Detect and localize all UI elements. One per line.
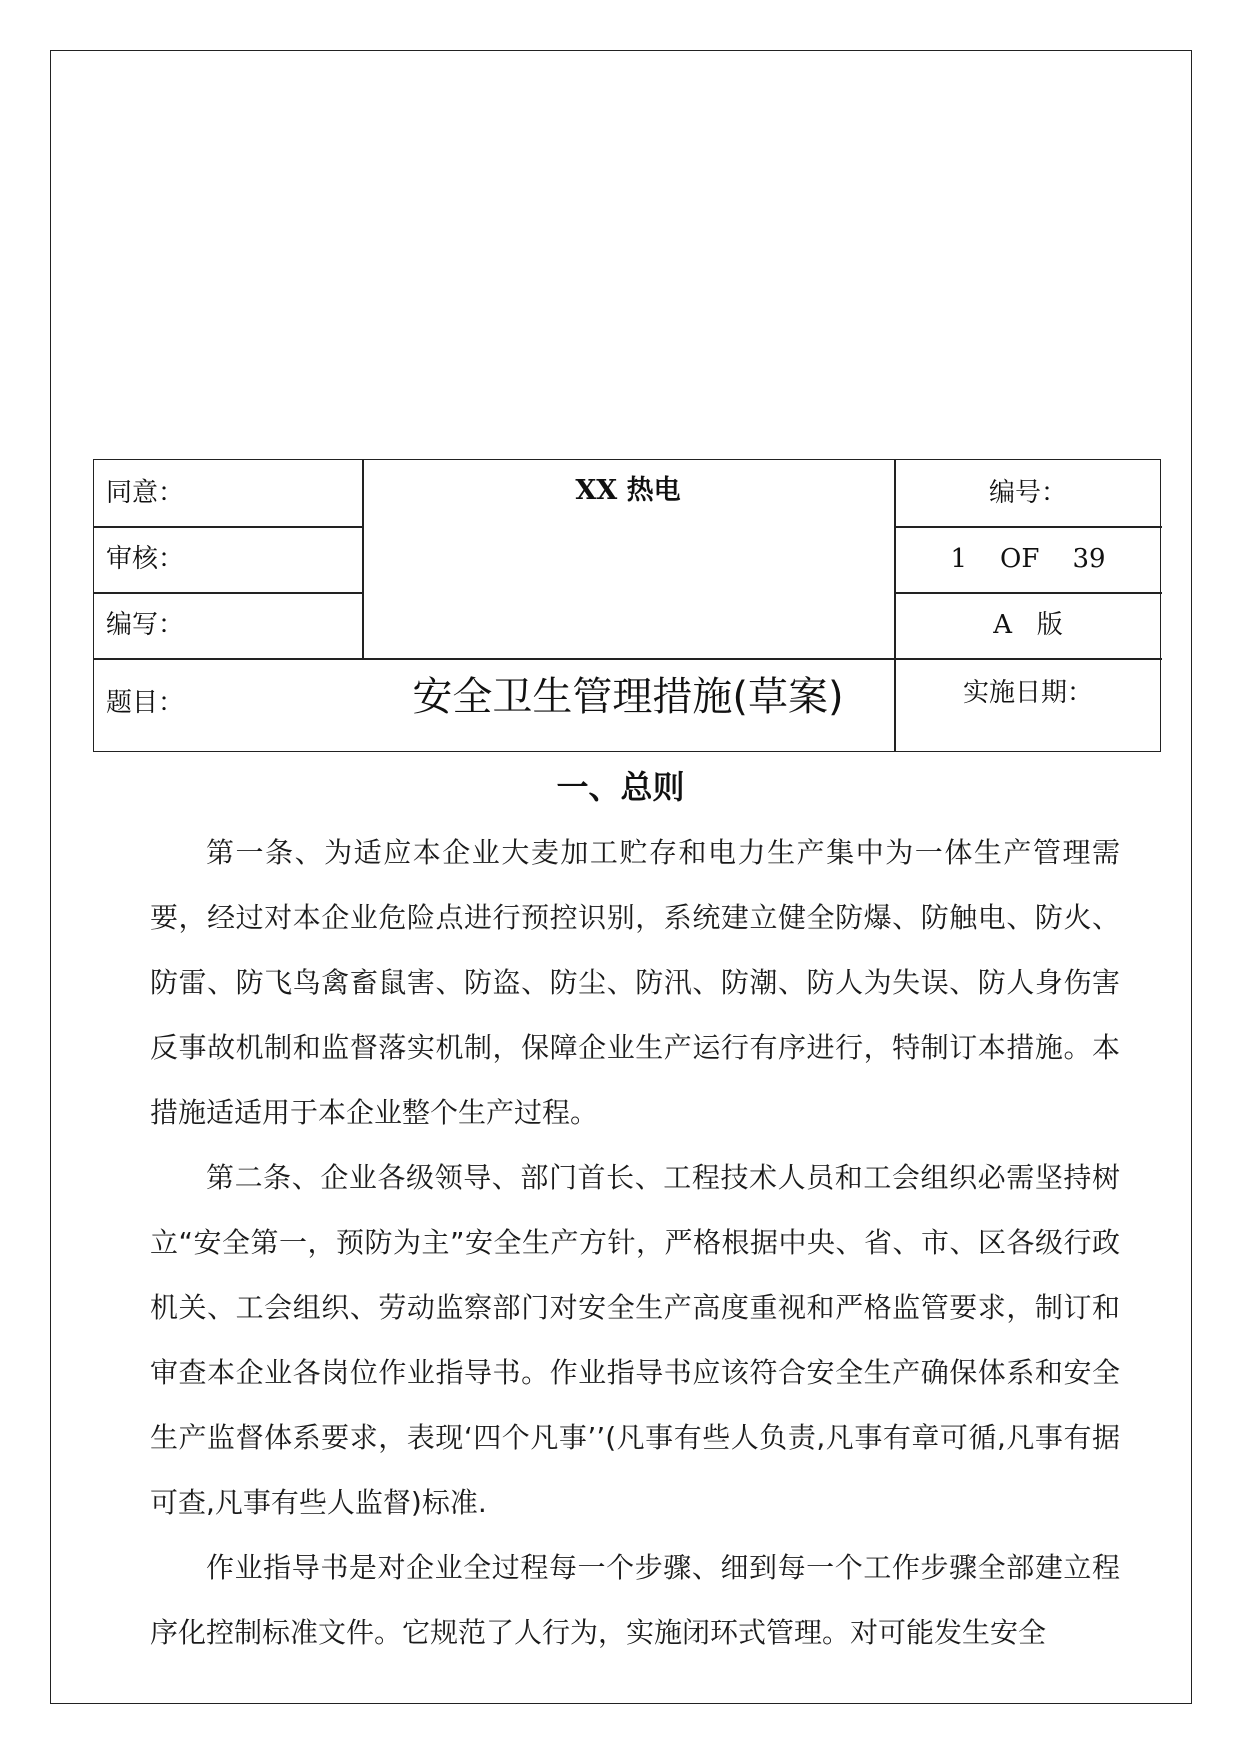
version: A 版 [993,610,1063,640]
section-body [150,820,1120,1665]
paragraph: 第一条、为适应本企业大麦加工贮存和电力生产集中为一体生产管理需要，经过对本企业危险点进行预控识别，系统建立健全防爆、防触电、防火、防雷、防飞鸟禽畜鼠害、防盗、防尘、防汛、防潮、防人为失误、防人身伤害反事故机制和监督落实机制，保障企业生产运行有序进行，特制订本措施。本措施适适用于本企业整个生产过程。 [150,836,1120,1129]
page-info: 1 OF 39 [950,544,1106,574]
paragraph: 第二条、企业各级领导、部门首长、工程技术人员和工会组织必需坚持树立“安全第一，预防为主”安全生产方针，严格根据中央、省、市、区各级行政机关、工会组织、劳动监察部门对安全生产高度重视和严格监管要求，制订和审查本企业各岗位作业指导书。作业指导书应该符合安全生产确保体系和安全生产监督体系要求，表现‘四个凡事’’(凡事有些人负责,凡事有章可循,凡事有据可查,凡事有些人监督)标准. [150,1161,1120,1519]
table-divider [894,592,1162,594]
effective-date-label: 实施日期： [962,678,1093,708]
table-divider [94,526,362,528]
subject-label: 题目： [106,688,185,718]
approve-label: 同意： [106,478,185,508]
table-divider [94,658,1162,660]
section-heading: 一、总则 [556,768,685,806]
document-header-table [93,459,1161,752]
prepare-label: 编写： [106,610,185,640]
document-number-label: 编号： [988,478,1067,508]
paragraph: 作业指导书是对企业全过程每一个步骤、细到每一个工作步骤全部建立程序化控制标准文件。它规范了人行为，实施闭环式管理。对可能发生安全 [150,1551,1120,1649]
document-title: 安全卫生管理措施(草案) [412,674,844,720]
review-label: 审核： [106,544,185,574]
table-divider [894,526,1162,528]
company-name: XX 热电 [575,475,681,506]
table-divider [94,592,362,594]
